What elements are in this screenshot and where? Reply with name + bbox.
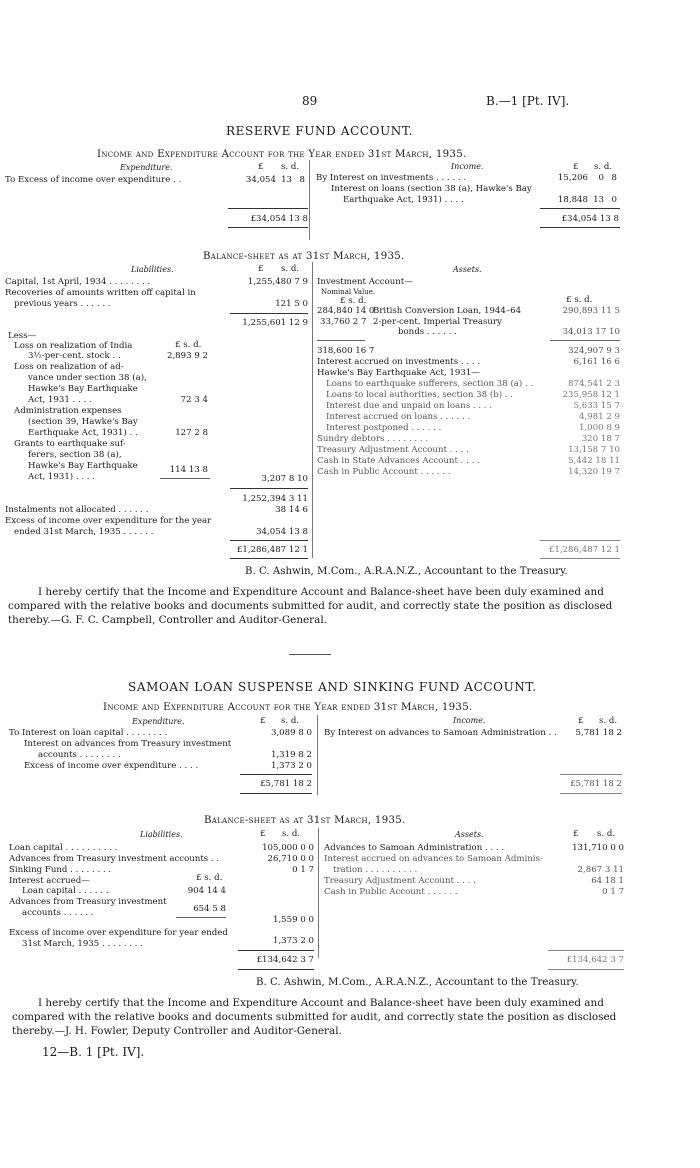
samoa-ie-right-pound-head: £ [578, 716, 584, 726]
reserve-ie-income-row-3-s: 13 [593, 195, 604, 205]
samoa-ie-row-3-amount: 1,319 8 2 [270, 750, 312, 760]
samoa-asset-row-5: Cash in Public Account . . . . . . [324, 887, 458, 897]
reserve-asset-row-8: Sundry debtors . . . . . . . . [317, 434, 429, 444]
reserve-loss2-line-4: Act, 1931 . . . . [28, 395, 92, 405]
reserve-loss1-line-1: Loss on realization of India [14, 341, 133, 351]
reserve-ie-right-total: £34,054 13 8 [561, 214, 619, 224]
reserve-asset-row-7: Interest postponed . . . . . . [326, 423, 442, 433]
reserve-asset-row-6-amount: 4,981 2 9 [578, 412, 620, 422]
reserve-recoveries-line-1: Recoveries of amounts written off capital in [5, 288, 196, 298]
samoa-asset-row-1-amount: 131,710 0 0 [572, 843, 624, 853]
reserve-ie-income-row-2: Interest on loans (section 38 (a), Hawke's Bay [331, 184, 532, 194]
reserve-asset-row-2: Hawke's Bay Earthquake Act, 1931— [317, 368, 480, 378]
reserve-grants-amount: 114 13 8 [169, 465, 208, 475]
reserve-admin-line-2: (section 39, Hawke's Bay [28, 417, 138, 427]
samoa-ie-income-row: By Interest on advances to Samoan Administration . . [324, 728, 557, 738]
samoa-bs-left-sd-head: s. d. [282, 829, 301, 839]
samoa-ie-row-4: Excess of income over expenditure . . . . [24, 761, 199, 771]
samoa-ie-row-4-amount: 1,373 2 0 [270, 761, 312, 771]
samoa-ie-row-3: accounts . . . . . . . . [38, 750, 121, 760]
reserve-recoveries-amount: 121 5 0 [275, 299, 308, 309]
samoa-liab-row-3: Sinking Fund . . . . . . . . [9, 865, 112, 875]
samoa-bs-assets-head: Assets. [455, 830, 484, 839]
reserve-ie-excess-pounds: 34,054 [245, 175, 276, 185]
samoa-liab-total-dbl [238, 969, 314, 970]
reserve-asset-row-4: Loans to local authorities, section 38 (b) . . [326, 390, 513, 400]
reserve-ie-divider [309, 160, 310, 240]
reserve-ie-left-pound-head: £ [258, 162, 264, 172]
reserve-admin-amount: 127 2 8 [175, 428, 208, 438]
reserve-ie-left-total-dbl [228, 227, 308, 228]
reserve-asset-row-1: Interest accrued on investments . . . . [317, 357, 480, 367]
samoa-ia-adv-line-2: accounts . . . . . . [22, 908, 94, 918]
reserve-investment-total: 324,907 9 3 [568, 346, 620, 356]
reserve-recoveries-line-2: previous years . . . . . . [14, 299, 111, 309]
reserve-loss2-line-3: Hawke's Bay Earthquake [28, 384, 138, 394]
reserve-admin-line-1: Administration expenses [14, 406, 122, 416]
reserve-grants-line-3: Hawke's Bay Earthquake [28, 461, 138, 471]
reserve-asset-row-10-amount: 5,442 18 11 [568, 456, 620, 466]
reserve-asset-row-3-amount: 874,541 2 3 [568, 379, 620, 389]
reserve-nominal-value-head: Nominal Value. [321, 288, 376, 296]
reserve-nominal-cols: £ s. d. [340, 296, 367, 306]
reserve-ie-expenditure-head: Expenditure. [120, 163, 173, 172]
samoa-asset-row-2: Interest accrued on advances to Samoan Adminis- [324, 854, 543, 864]
reserve-nominal-total: 318,600 16 7 [317, 346, 375, 356]
samoa-ie-left-sd-head: s. d. [281, 716, 300, 726]
samoa-ia-adv-line-1: Advances from Treasury investment [9, 897, 167, 907]
samoa-ie-right-sd-head: s. d. [599, 716, 618, 726]
samoa-excess-line-2: 31st March, 1935 . . . . . . . . [22, 939, 143, 949]
reserve-admin-line-3: Earthquake Act, 1931) . . [28, 428, 138, 438]
reserve-sub2-rule [230, 488, 308, 489]
reserve-investment-account: Investment Account— [317, 277, 413, 287]
samoa-assets-total-dbl [548, 969, 624, 970]
reserve-capital-label: Capital, 1st April, 1934 . . . . . . . . [5, 277, 151, 287]
reserve-asset-row-5-amount: 5,633 15 7 [573, 401, 620, 411]
reserve-ie-income-row-3: Earthquake Act, 1931) . . . . [343, 195, 464, 205]
reserve-subtotal-1: 1,255,601 12 9 [242, 318, 308, 328]
samoa-ia-loan-amount: 904 14 4 [187, 886, 226, 896]
samoa-asset-row-4: Treasury Adjustment Account . . . . [324, 876, 476, 886]
samoa-bs-left-pound-head: £ [260, 829, 266, 839]
samoa-liab-total-rule [238, 950, 314, 951]
reserve-less-cols: £ s. d. [175, 340, 202, 350]
reserve-ie-excess-label: To Excess of income over expenditure . . [5, 175, 182, 185]
reserve-excess-line-1: Excess of income over expenditure for the year [5, 516, 212, 526]
samoa-accountant-signature: B. C. Ashwin, M.Com., A.R.A.N.Z., Accountant to the Treasury. [256, 977, 579, 988]
reserve-asset-row-6: Interest accrued on loans . . . . . . [326, 412, 471, 422]
samoa-ie-row-2: Interest on advances from Treasury investment [24, 739, 232, 749]
samoa-asset-row-5-amount: 0 1 7 [602, 887, 624, 897]
reserve-fund-title: RESERVE FUND ACCOUNT. [226, 124, 414, 138]
samoa-liabilities-total: £134,642 3 7 [256, 955, 314, 965]
reserve-grants-line-2: ferers, section 38 (a), [28, 450, 122, 460]
samoa-ie-right-total-rule [560, 774, 622, 775]
reserve-ie-left-sd-head: s. d. [281, 162, 300, 172]
reserve-asset-row-3: Loans to earthquake sufferers, section 38 (a) . . [326, 379, 534, 389]
samoa-asset-row-4-amount: 64 18 1 [591, 876, 624, 886]
reserve-asset-row-5: Interest due and unpaid on loans . . . . [326, 401, 492, 411]
reserve-assets-total-rule [540, 540, 620, 541]
reserve-sub1-rule [230, 313, 308, 314]
reserve-bs-assets-head: Assets. [453, 265, 482, 274]
samoa-title: SAMOAN LOAN SUSPENSE AND SINKING FUND ACCOUNT. [128, 680, 537, 694]
samoa-liab-row-1: Loan capital . . . . . . . . . . [9, 843, 118, 853]
reserve-liabilities-total: £1,286,487 12 1 [236, 545, 308, 555]
samoa-assets-total: £134,642 3 7 [566, 955, 624, 965]
reserve-asset-row-4-amount: 235,958 12 1 [562, 390, 620, 400]
reserve-bs-left-sd-head: s. d. [281, 264, 300, 274]
reserve-ie-right-pound-head: £ [573, 162, 579, 172]
samoa-ie-row-1: To Interest on loan capital . . . . . . . . [9, 728, 168, 738]
reserve-tp-label-1: 2-per-cent. Imperial Treasury [373, 317, 502, 327]
reserve-assets-cols: £ s. d. [566, 295, 593, 305]
samoa-ie-row-1-amount: 3,089 8 0 [270, 728, 312, 738]
document-reference: B.—1 [Pt. IV]. [486, 94, 570, 108]
reserve-loss2-line-2: vance under section 38 (a), [28, 373, 147, 383]
samoa-excess-amount: 1,373 2 0 [272, 936, 314, 946]
reserve-asset-row-8-amount: 320 18 7 [581, 434, 620, 444]
reserve-ie-left-total: £34,054 13 8 [250, 214, 308, 224]
reserve-asset-row-11: Cash in Public Account . . . . . . [317, 467, 451, 477]
reserve-ie-income-row-1-s: 0 [598, 173, 604, 183]
reserve-ie-right-total-rule [540, 208, 620, 209]
samoa-ie-divider [317, 715, 318, 795]
samoa-inner-cols: £ s. d. [196, 873, 223, 883]
reserve-subtotal-2: 1,252,394 3 11 [242, 494, 308, 504]
reserve-asset-row-7-amount: 1,000 8 9 [578, 423, 620, 433]
reserve-loss1-amount: 2,893 9 2 [166, 351, 208, 361]
samoa-asset-row-1: Advances to Samoan Administration . . . . [324, 843, 505, 853]
reserve-bs-title: Balance-sheet as at 31st March, 1935. [203, 251, 405, 262]
reserve-asset-row-9: Treasury Adjustment Account . . . . [317, 445, 469, 455]
samoa-bs-right-pound-head: £ [573, 829, 579, 839]
reserve-tp-nominal: 33,760 2 7 [320, 317, 367, 327]
reserve-ie-income-row-1: By Interest on investments . . . . . . [316, 173, 467, 183]
reserve-liab-total-dbl [230, 558, 308, 559]
footer-reference: 12—B. 1 [Pt. IV]. [42, 1045, 145, 1059]
reserve-excess-line-2: ended 31st March, 1935 . . . . . . [14, 527, 154, 537]
section-separator [289, 654, 331, 655]
samoa-ie-right-total-dbl [560, 793, 622, 794]
reserve-bs-left-pound-head: £ [258, 264, 264, 274]
reserve-capital-amount: 1,255,480 7 9 [247, 277, 308, 287]
samoa-excess-line-1: Excess of income over expenditure for year ended [9, 928, 228, 938]
reserve-excess-amount: 34,054 13 8 [256, 527, 308, 537]
samoa-bs-title: Balance-sheet as at 31st March, 1935. [204, 815, 406, 826]
reserve-assets-total: £1,286,487 12 1 [548, 545, 620, 555]
reserve-asset-row-1-amount: 6,161 16 6 [573, 357, 620, 367]
reserve-loss2-amount: 72 3 4 [180, 395, 208, 405]
reserve-audit-certificate: I hereby certify that the Income and Expenditure Account and Balance-sheet have been duly examined and compared with the relative books and documents submitted for audit, and correctly state the position as disclosed thereby.—G. F. C. Campbell, Controller and Auditor-General. [8, 586, 613, 626]
samoa-bs-right-sd-head: s. d. [597, 829, 616, 839]
samoa-ie-expenditure-head: Expenditure. [132, 717, 185, 726]
samoa-liab-row-2: Advances from Treasury investment accounts . . [9, 854, 220, 864]
reserve-bcl-amount: 290,893 11 5 [562, 306, 620, 316]
samoa-liab-row-2-amount: 26,710 0 0 [267, 854, 314, 864]
reserve-grants-line-1: Grants to earthquake suf- [14, 439, 126, 449]
reserve-ie-right-sd-head: s. d. [594, 162, 613, 172]
reserve-asset-row-9-amount: 13,158 7 10 [568, 445, 620, 455]
reserve-less-label: Less— [8, 331, 37, 341]
samoa-audit-certificate: I hereby certify that the Income and Expenditure Account and Balance-sheet have been duly examined and compared with the relative books and documents submitted for audit, and correctly state the position as disclosed thereby.—J. H. Fowler, Deputy Controller and Auditor-General. [12, 997, 617, 1037]
reserve-asset-row-10: Cash in State Advances Account . . . . [317, 456, 480, 466]
samoa-ie-left-total-dbl [240, 793, 312, 794]
reserve-ie-right-total-dbl [540, 227, 620, 228]
samoa-interest-accrued: Interest accrued— [9, 876, 90, 886]
reserve-ie-income-row-3-pounds: 18,848 [557, 195, 588, 205]
reserve-ie-income-head: Income. [451, 162, 484, 171]
reserve-ie-title: Income and Expenditure Account for the Year ended 31st March, 1935. [97, 149, 467, 160]
reserve-tp-label-2: bonds . . . . . . [398, 327, 457, 337]
samoa-ia-rule [176, 917, 226, 918]
samoa-ie-income-amount: 5,781 18 2 [575, 728, 622, 738]
reserve-ie-income-row-3-d: 0 [611, 195, 617, 205]
samoa-ia-loan: Loan capital . . . . . . [22, 886, 109, 896]
samoa-ia-adv-amount: 654 5 8 [193, 904, 226, 914]
reserve-bcl-label: British Conversion Loan, 1944–64 [373, 306, 522, 316]
reserve-asset-row-11-amount: 14,320 19 7 [568, 467, 620, 477]
reserve-ie-excess-d: 8 [299, 175, 305, 185]
samoa-ie-left-total: £5,781 18 2 [260, 779, 312, 789]
samoa-liab-row-1-amount: 105,000 0 0 [262, 843, 314, 853]
reserve-ie-left-total-rule [228, 208, 308, 209]
samoa-ie-right-total: £5,781 18 2 [570, 779, 622, 789]
reserve-loss2-line-1: Loss on realization of ad- [14, 362, 124, 372]
samoa-asset-row-3: tration . . . . . . . . . . [333, 865, 418, 875]
samoa-liab-row-3-amount: 0 1 7 [292, 865, 314, 875]
reserve-loss1-line-2: 3½-per-cent. stock . . [28, 351, 121, 361]
reserve-accountant-signature: B. C. Ashwin, M.Com., A.R.A.N.Z., Accountant to the Treasury. [245, 566, 568, 577]
reserve-ie-income-row-1-d: 8 [611, 173, 617, 183]
samoa-bs-liabilities-head: Liabilities. [140, 830, 183, 839]
samoa-assets-total-rule [548, 950, 624, 951]
reserve-nominal-rule [317, 340, 365, 341]
reserve-instalments-label: Instalments not allocated . . . . . . [5, 505, 149, 515]
reserve-bs-divider [312, 262, 313, 558]
reserve-ie-income-row-1-pounds: 15,206 [557, 173, 588, 183]
samoa-ia-total: 1,559 0 0 [272, 915, 314, 925]
reserve-instalments-amount: 38 14 6 [275, 505, 308, 515]
reserve-grants-line-4: Act, 1931) . . . . [28, 472, 96, 482]
reserve-bs-liabilities-head: Liabilities. [131, 265, 174, 274]
reserve-investment-rule [550, 340, 620, 341]
reserve-ie-excess-s: 13 [281, 175, 292, 185]
reserve-less-total: 3,207 8 10 [261, 474, 308, 484]
samoa-asset-row-3-amount: 2,867 3 11 [577, 865, 624, 875]
samoa-bs-divider [318, 828, 319, 958]
reserve-tp-amount: 34,013 17 10 [562, 327, 620, 337]
reserve-less-rule [160, 478, 210, 479]
samoa-ie-left-total-rule [240, 774, 312, 775]
reserve-assets-total-dbl [540, 558, 620, 559]
samoa-ie-income-head: Income. [453, 716, 486, 725]
reserve-liab-total-rule [230, 540, 308, 541]
samoa-ie-title: Income and Expenditure Account for the Year ended 31st March, 1935. [103, 702, 473, 713]
reserve-bcl-nominal: 284,840 14 0 [317, 306, 375, 316]
page-number: 89 [302, 94, 318, 108]
samoa-ie-left-pound-head: £ [260, 716, 266, 726]
